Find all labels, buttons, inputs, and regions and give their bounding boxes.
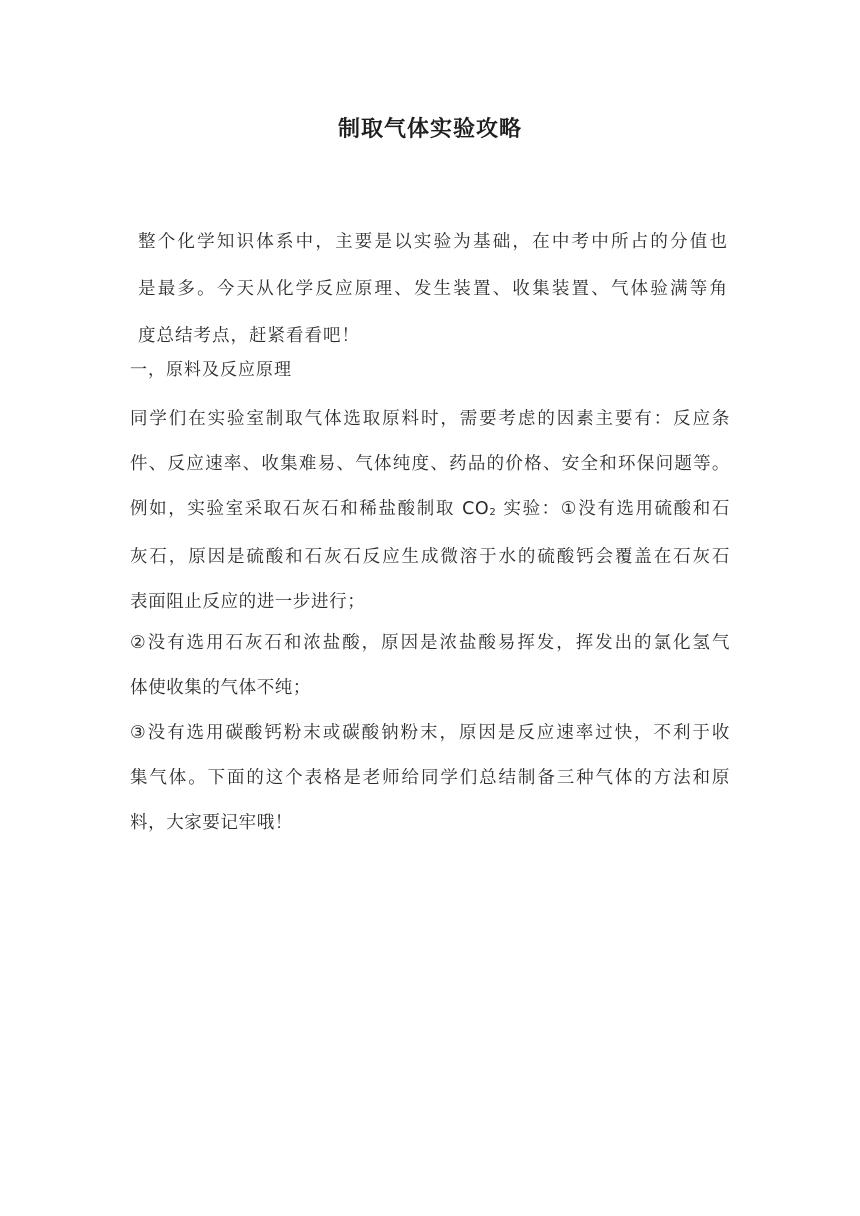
- paragraph-line: 集气体。下面的这个表格是老师给同学们总结制备三种气体的方法和原: [130, 768, 730, 788]
- paragraph-raw-materials: [130, 397, 730, 625]
- paragraph-line-co2: [130, 487, 730, 535]
- paragraph-line: 体使收集的气体不纯；: [130, 678, 311, 698]
- paragraph-line: ③没有选用碳酸钙粉末或碳酸钠粉末，原因是反应速率过快，不利于收: [130, 723, 730, 743]
- section-heading: 一，原料及反应原理: [130, 360, 292, 380]
- paragraph-line: 灰石，原因是硫酸和石灰石反应生成微溶于水的硫酸钙会覆盖在石灰石: [130, 547, 730, 567]
- intro-paragraph: [138, 219, 728, 360]
- intro-line: 是最多。今天从化学反应原理、发生装置、收集装置、气体验满等角: [138, 279, 728, 299]
- paragraph-concentrated-acid: [130, 621, 730, 711]
- line-text: 例如，实验室采取石灰石和稀盐酸制取 CO: [130, 499, 490, 519]
- paragraph-line: 料，大家要记牢哦！: [130, 813, 293, 833]
- paragraph-line: 表面阻止反应的进一步进行；: [130, 592, 366, 612]
- line-text: 实验：①没有选用硫酸和石: [496, 499, 730, 519]
- paragraph-line: ②没有选用石灰石和浓盐酸，原因是浓盐酸易挥发，挥发出的氯化氢气: [130, 633, 730, 653]
- co2-subscript: 2: [489, 507, 497, 518]
- document-title: 制取气体实验攻略: [337, 117, 522, 142]
- intro-line: 度总结考点，赶紧看看吧！: [138, 326, 360, 346]
- paragraph-powder: [130, 711, 730, 846]
- paragraph-line: 同学们在实验室制取气体选取原料时，需要考虑的因素主要有：反应条: [130, 409, 730, 429]
- intro-line: 整个化学知识体系中，主要是以实验为基础，在中考中所占的分值也: [138, 232, 728, 252]
- paragraph-line: 件、反应速率、收集难易、气体纯度、药品的价格、安全和环保问题等。: [130, 454, 730, 474]
